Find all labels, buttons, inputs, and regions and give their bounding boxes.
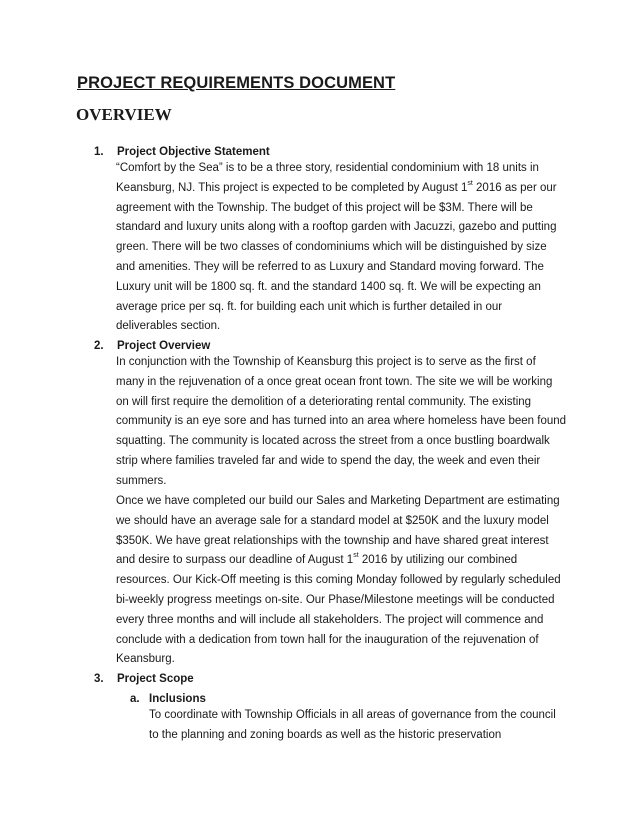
paragraph-line: summers. bbox=[116, 474, 167, 487]
paragraph-line: average price per sq. ft. for building each unit which is further detailed in our bbox=[116, 300, 503, 313]
paragraph-line: and amenities. They will be referred to as Luxury and Standard moving forward. The bbox=[116, 260, 544, 273]
section-number: 1. bbox=[94, 146, 104, 158]
superscript: st bbox=[467, 179, 473, 187]
paragraph-line: we should have an average sale for a standard model at $250K and the luxury model bbox=[116, 514, 549, 527]
paragraph-line: many in the rejuvenation of a once great ocean front town. The site we will be working bbox=[116, 375, 553, 388]
line-text: and desire to surpass our deadline of August 1 bbox=[116, 554, 354, 567]
section-number: 3. bbox=[94, 673, 104, 685]
paragraph-line: strip where families traveled far and wide to spend the day, the week and even their bbox=[116, 454, 541, 467]
paragraph-line: In conjunction with the Township of Keansburg this project is to serve as the first of bbox=[116, 356, 536, 368]
paragraph-line bbox=[116, 179, 576, 199]
subsection-a-heading bbox=[130, 693, 206, 705]
line-text: 2016 as per our bbox=[472, 181, 557, 194]
paragraph-line bbox=[116, 551, 576, 571]
section-title: Project Scope bbox=[117, 673, 194, 685]
section-number: 2. bbox=[94, 340, 104, 352]
paragraph-line: Luxury unit will be 1800 sq. ft. and the standard 1400 sq. ft. We will be expecting an bbox=[116, 280, 541, 293]
paragraph-line: to the planning and zoning boards as well as the historic preservation bbox=[149, 728, 502, 741]
paragraph-line: squatting. The community is located across the street from a once bustling boardwalk bbox=[116, 435, 550, 448]
paragraph-line: green. There will be two classes of condominiums which will be distinguished by size bbox=[116, 241, 547, 254]
section-2-heading bbox=[94, 340, 210, 352]
paragraph-line: To coordinate with Township Officials in all areas of governance from the council bbox=[149, 709, 556, 721]
paragraph-line: community is an eye sore and has turned into an area where homeless have been found bbox=[116, 415, 567, 428]
section-title: Project Objective Statement bbox=[117, 146, 270, 158]
section-title: Project Overview bbox=[117, 340, 211, 352]
line-text: Keansburg, NJ. This project is expected to be completed by August 1 bbox=[116, 181, 468, 194]
paragraph-line: deliverables section. bbox=[116, 320, 221, 333]
section-2-paragraph-1 bbox=[116, 353, 576, 492]
paragraph-line: conclude with a dedication from town hall for the inauguration of the rejuvenation of bbox=[116, 633, 539, 646]
paragraph-line: standard and luxury units along with a rooftop garden with Jacuzzi, gazebo and putting bbox=[116, 221, 557, 234]
paragraph-line: Once we have completed our build our Sales and Marketing Department are estimating bbox=[116, 495, 560, 507]
paragraph-line: Keansburg. bbox=[116, 653, 175, 666]
paragraph-line: “Comfort by the Sea” is to be a three story, residential condominium with 18 units in bbox=[116, 162, 539, 174]
subsection-a-paragraph bbox=[149, 706, 589, 746]
paragraph-line: $350K. We have great relationships with the township and have shared great interest bbox=[116, 534, 549, 547]
subsection-number: a. bbox=[130, 693, 140, 705]
overview-heading: OVERVIEW bbox=[76, 105, 172, 124]
line-text: 2016 by utilizing our combined bbox=[358, 554, 518, 567]
document-title: PROJECT REQUIREMENTS DOCUMENT bbox=[77, 74, 396, 92]
section-3-heading bbox=[94, 673, 194, 685]
section-1-paragraph bbox=[116, 159, 576, 337]
paragraph-line: on will first require the demolition of a deteriorating rental community. The existing bbox=[116, 395, 532, 408]
paragraph-line: agreement with the Township. The budget of this project will be $3M. There will be bbox=[116, 201, 533, 214]
subsection-title: Inclusions bbox=[149, 693, 206, 705]
section-1-heading bbox=[94, 146, 270, 158]
paragraph-line: bi-weekly progress meetings on-site. Our Phase/Milestone meetings will be conducted bbox=[116, 593, 555, 606]
superscript: st bbox=[353, 552, 359, 560]
paragraph-line: every three months and will include all stakeholders. The project will commence and bbox=[116, 613, 544, 626]
section-2-paragraph-2 bbox=[116, 492, 576, 670]
paragraph-line: resources. Our Kick-Off meeting is this coming Monday followed by regularly scheduled bbox=[116, 574, 561, 587]
